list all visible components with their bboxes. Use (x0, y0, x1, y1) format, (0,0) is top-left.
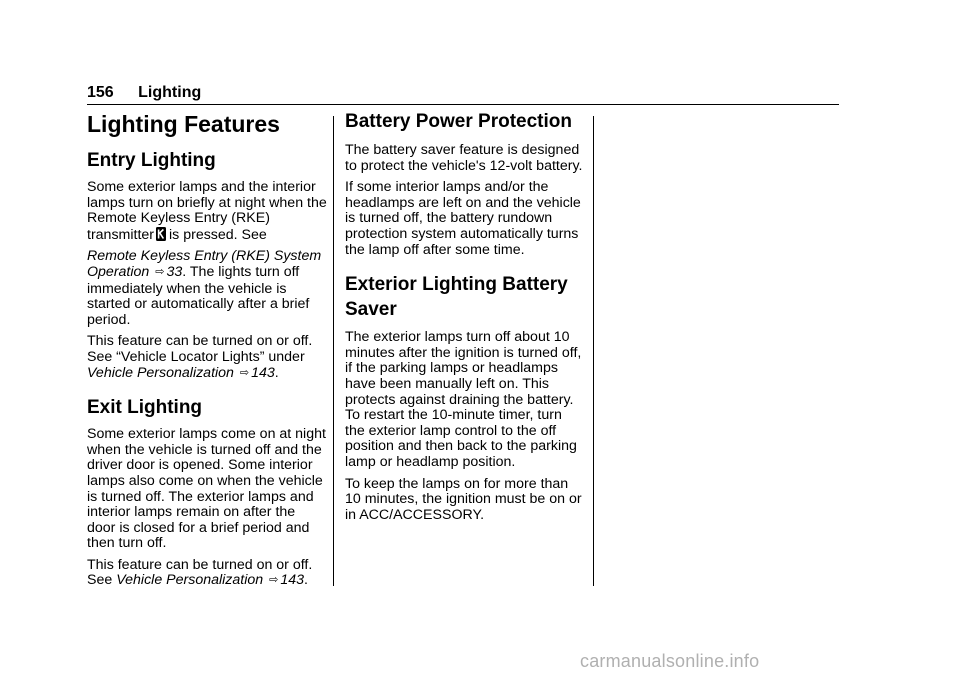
exit-lighting-paragraph-1: Some exterior lamps come on at night when the vehicle is turned off and the driver door is opened. Some interior lamps also come on when the vehicle is turned off. The exterior lamps and interior lamps remain on after the door is closed for a brief period and then turn off. (87, 426, 326, 552)
main-heading: Lighting Features (87, 111, 280, 137)
vehicle-personalization-link[interactable]: Vehicle Personalization (87, 364, 234, 381)
battery-protection-paragraph-1: The battery saver feature is designed to protect the vehicle's 12-volt battery. (345, 142, 583, 174)
rke-page-ref[interactable]: 33 (166, 263, 183, 280)
entry-lighting-paragraph-2: Remote Keyless Entry (RKE) System Operation ⇨ 33. The lights turn off immediately when the vehicle is started or automatically after a brief period. (87, 248, 322, 328)
column-divider-right (593, 116, 594, 586)
page-reference-arrow-icon: ⇨ (269, 574, 279, 587)
rke-reference-link[interactable]: Remote Keyless Entry (RKE) System Operation (87, 248, 322, 280)
page-header (87, 84, 839, 105)
exterior-saver-paragraph-2: To keep the lamps on for more than 10 minutes, the ignition must be on or in ACC/ACCESSORY. (345, 475, 582, 523)
middle-column (345, 110, 585, 529)
entry-lighting-heading: Entry Lighting (87, 150, 216, 171)
exit-lighting-paragraph-2: This feature can be turned on or off. See Vehicle Personalization ⇨ 143. (87, 556, 313, 589)
personalization-page-ref[interactable]: 143 (251, 364, 275, 381)
personalization-page-ref[interactable]: 143 (280, 572, 304, 589)
page-number: 156 (87, 84, 114, 101)
left-column (87, 111, 327, 596)
battery-protection-paragraph-2: If some interior lamps and/or the headlamps are left on and the vehicle is turned off, the battery rundown protection system automatically turns the lamp off after some time. (345, 179, 581, 258)
watermark: carmanualsonline.info (580, 651, 760, 671)
exterior-saver-paragraph-1: The exterior lamps turn off about 10 minutes after the ignition is turned off, if the parking lamps or headlamps have been manually left on. This protects against draining the battery. To restart the 10-minute timer, turn the exterior lamp control to the off position and then back to the parking lamp or headlamp position. (345, 329, 582, 470)
section-title: Lighting (138, 84, 202, 101)
column-divider-left (333, 116, 334, 586)
vehicle-personalization-link[interactable]: Vehicle Personalization (116, 572, 264, 589)
battery-protection-heading: Battery Power Protection (345, 111, 572, 132)
entry-lighting-paragraph-1: Some exterior lamps and the interior lamps turn on briefly at night when the Remote Keyless Entry (RKE) transmitter is pressed. See (87, 179, 327, 243)
exit-lighting-heading: Exit Lighting (87, 397, 203, 419)
page-reference-arrow-icon: ⇨ (155, 265, 165, 278)
unlock-key-icon (156, 227, 166, 241)
entry-lighting-paragraph-3: This feature can be turned on or off. See “Vehicle Locator Lights” under Vehicle Personalization ⇨ 143. (87, 333, 313, 381)
exterior-saver-heading: Exterior Lighting Battery Saver (345, 274, 568, 321)
page-reference-arrow-icon: ⇨ (239, 366, 250, 379)
